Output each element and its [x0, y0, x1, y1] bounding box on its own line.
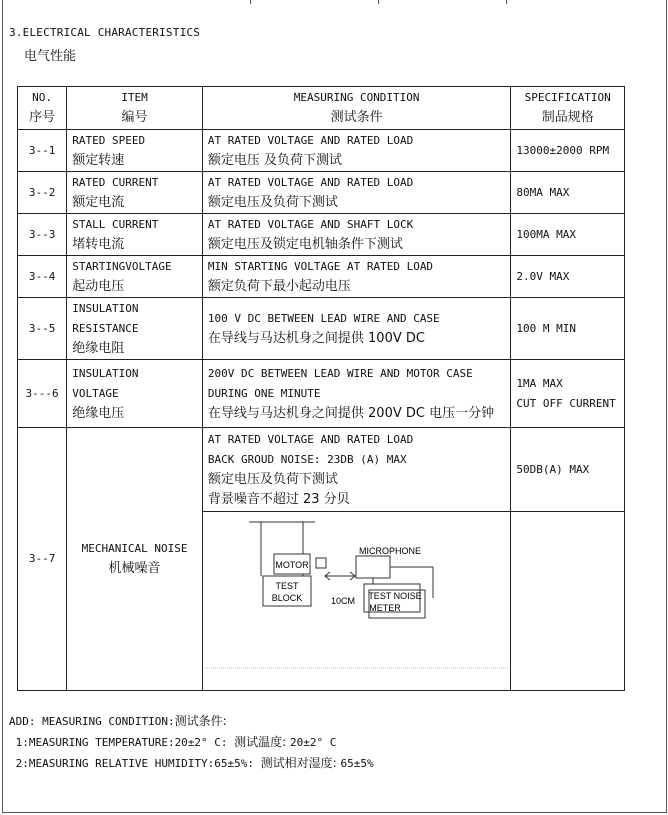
header-condition-en: MEASURING CONDITION: [293, 91, 420, 104]
condition-zh: 背景噪音不超过 23 分贝: [207, 491, 350, 507]
header-condition: [202, 87, 511, 130]
condition-zh: 在导线与马达机身之间提供 200V DC 电压一分钟: [207, 405, 495, 421]
top-divider: [378, 0, 379, 4]
row-item: [67, 298, 203, 360]
header-no-en: NO.: [32, 91, 53, 104]
header-no-zh: 序号: [29, 110, 56, 125]
row-spec: 13000±2000 RPM: [511, 130, 625, 172]
condition-en: 100 V DC BETWEEN LEAD WIRE AND CASE: [207, 311, 440, 325]
row-condition: [202, 214, 511, 256]
note-add-zh: 测试条件:: [174, 714, 227, 728]
noise-meter-label: TEST NOISE: [368, 591, 422, 601]
note-temp-value: 20±2° C: [290, 736, 337, 749]
note-humidity: [9, 753, 374, 774]
row-spec: 100MA MAX: [511, 214, 625, 256]
item-zh: 机械噪音: [108, 561, 161, 576]
note-hum-zh: 测试相对湿度:: [260, 756, 341, 770]
item-zh: 绝缘电阻: [72, 340, 125, 356]
item-en: INSULATION: [72, 366, 139, 380]
item-zh: 额定电流: [72, 194, 125, 210]
row-item: [67, 360, 203, 428]
distance-label: 10CM: [330, 596, 355, 606]
condition-en: DURING ONE MINUTE: [207, 386, 321, 400]
header-specification: [511, 87, 625, 130]
header-spec-en: SPECIFICATION: [524, 91, 611, 104]
condition-en: AT RATED VOLTAGE AND RATED LOAD: [207, 133, 414, 147]
note-temp-zh: 测试温度:: [234, 735, 291, 749]
row-condition: [202, 130, 511, 172]
condition-zh: 额定电压及负荷下测试: [207, 471, 338, 487]
condition-zh: 在导线与马达机身之间提供 100V DC: [207, 330, 425, 346]
note-hum-value: 65±5%: [340, 757, 374, 770]
row-no: 3--4: [18, 256, 67, 298]
table-row: [18, 256, 625, 298]
table-row: [18, 130, 625, 172]
condition-zh: 额定负荷下最小起动电压: [207, 278, 351, 294]
row-spec: 100 M MIN: [511, 298, 625, 360]
condition-en: AT RATED VOLTAGE AND SHAFT LOCK: [207, 217, 414, 231]
table-row: [18, 360, 625, 428]
microphone-label: MICROPHONE: [358, 546, 421, 556]
top-divider: [250, 0, 251, 4]
header-spec-zh: 制品规格: [541, 110, 594, 125]
row-no: 3---6: [18, 360, 67, 428]
header-item-zh: 编号: [121, 110, 148, 125]
spec-table: [17, 86, 625, 691]
table-row: [18, 214, 625, 256]
motor-label: MOTOR: [275, 560, 309, 570]
condition-zh: 额定电压及锁定电机轴条件下测试: [207, 236, 403, 252]
header-item-en: ITEM: [121, 91, 148, 104]
row-no: 3--5: [18, 298, 67, 360]
table-header-row: [18, 87, 625, 130]
microphone-box: [356, 556, 390, 578]
item-zh: 起动电压: [72, 278, 125, 294]
row-item: [67, 172, 203, 214]
condition-en: AT RATED VOLTAGE AND RATED LOAD: [207, 432, 414, 446]
item-en: RESISTANCE: [72, 321, 139, 335]
item-zh: 绝缘电压: [72, 405, 125, 421]
note-hum-en: 2:MEASURING RELATIVE HUMIDITY:65±5%:: [9, 757, 261, 770]
spec-empty: [511, 512, 625, 691]
test-block-label: TEST: [275, 581, 299, 591]
row-condition: [202, 298, 511, 360]
row-condition: [202, 172, 511, 214]
item-en: RATED SPEED: [72, 133, 146, 147]
test-setup-diagram: [203, 512, 510, 672]
condition-en: AT RATED VOLTAGE AND RATED LOAD: [207, 175, 414, 189]
header-condition-zh: 测试条件: [330, 110, 383, 125]
condition-zh: 额定电压 及负荷下测试: [207, 152, 343, 168]
shaft-block: [316, 558, 326, 568]
table-row: [18, 172, 625, 214]
row-spec: 2.0V MAX: [511, 256, 625, 298]
item-en: STARTINGVOLTAGE: [72, 259, 172, 273]
item-zh: 额定转速: [72, 152, 125, 168]
header-no: [18, 87, 67, 130]
spec-value: CUT OFF CURRENT: [516, 396, 616, 410]
item-en: INSULATION: [72, 301, 139, 315]
table-row: [18, 298, 625, 360]
item-en: STALL CURRENT: [72, 217, 159, 231]
condition-en: 200V DC BETWEEN LEAD WIRE AND MOTOR CASE: [207, 366, 473, 380]
row-spec: 50DB(A) MAX: [511, 428, 625, 512]
condition-en: MIN STARTING VOLTAGE AT RATED LOAD: [207, 259, 434, 273]
note-temperature: [9, 732, 374, 753]
notes-block: [9, 711, 374, 774]
item-en: VOLTAGE: [72, 386, 119, 400]
row-item: [67, 214, 203, 256]
note-add: [9, 711, 374, 732]
row-condition: [202, 360, 511, 428]
row-no: 3--3: [18, 214, 67, 256]
note-temp-en: 1:MEASURING TEMPERATURE:20±2° C:: [9, 736, 235, 749]
row-condition: [202, 256, 511, 298]
section-title: 3.ELECTRICAL CHARACTERISTICS: [9, 26, 201, 39]
note-add-en: ADD: MEASURING CONDITION:: [9, 715, 175, 728]
row-spec: [511, 360, 625, 428]
item-zh: 堵转电流: [72, 236, 125, 252]
section-subtitle: 电气性能: [24, 49, 77, 64]
condition-en: BACK GROUD NOISE: 23DB (A) MAX: [207, 452, 407, 466]
row-no: 3--1: [18, 130, 67, 172]
item-en: RATED CURRENT: [72, 175, 159, 189]
item-en: MECHANICAL NOISE: [81, 542, 188, 555]
spec-value: 1MA MAX: [516, 376, 563, 390]
row-no: 3--7: [18, 428, 67, 691]
test-setup-diagram-cell: [202, 512, 511, 691]
table-row: [18, 428, 625, 512]
top-divider: [506, 0, 507, 4]
row-spec: 80MA MAX: [511, 172, 625, 214]
row-item: [67, 428, 203, 691]
header-item: [67, 87, 203, 130]
condition-zh: 额定电压及负荷下测试: [207, 194, 338, 210]
row-item: [67, 256, 203, 298]
test-block-label: BLOCK: [271, 593, 303, 603]
noise-meter-label: METER: [369, 603, 401, 613]
row-no: 3--2: [18, 172, 67, 214]
row-condition: [202, 428, 511, 512]
row-item: [67, 130, 203, 172]
